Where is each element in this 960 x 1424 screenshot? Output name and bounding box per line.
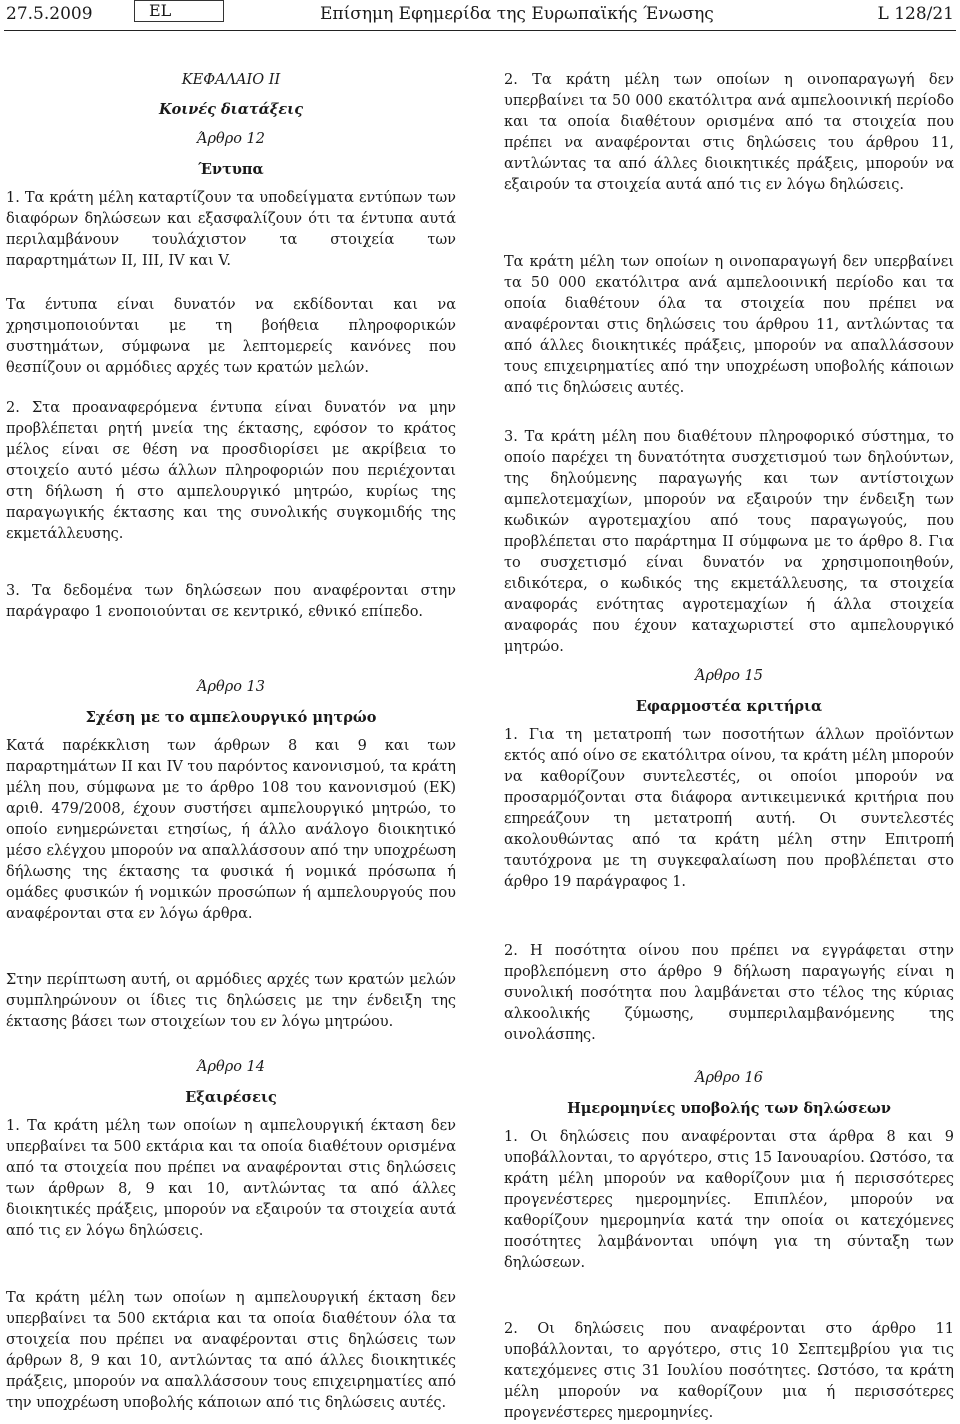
language-box: EL [134, 0, 224, 22]
article-15-para-1: 1. Για τη μετατροπή των ποσοτήτων άλλων προϊόντων εκτός από οίνο σε εκατόλιτρα οίνου, τα κράτη μέλη μπορούν να καθορίζουν συντελεστές, οι οποίοι μπορούν να προσαρμόζονται στα διάφορα αντικειμενικά κριτήρια που επηρεάζουν τη μετατροπή αυτή. Οι συντελεστές ακολουθώντας από τα κράτη μέλη στην Επιτροπή ταυτόχρονα με τη συγκεφαλαίωση που προβλέπεται στο άρθρο 19 παράγραφος 1. [504, 727, 954, 890]
chapter-ii-block [6, 70, 456, 379]
article-12-para-1b: Τα έντυπα είναι δυνατόν να εκδίδονται και να χρησιμοποιούνται με τη βοήθεια πληροφορικών συστημάτων, σύμφωνα με λεπτομερείς κανόνες που θεσπίζουν οι αρμόδιες αρχές των κρατών μελών. [6, 297, 456, 376]
article-16-para-1: 1. Οι δηλώσεις που αναφέρονται στα άρθρα 8 και 9 υποβάλλονται, το αργότερο, στις 15 Ιανουαρίου. Ωστόσο, τα κράτη μέλη μπορούν να καθορίζουν μια ή περισσότερες προγενέστερες ημερομηνίες. Επιπλέον, μπορούν να καθορίζουν ημερομηνία κατά την οποία οι κατεχόμενες ποσότητες λαμβάνονται υπόψη για τη σύνταξη των δηλώσεων. [504, 1129, 954, 1271]
article-14-para-2: 2. Τα κράτη μέλη των οποίων η οινοπαραγωγή δεν υπερβαίνει τα 50 000 εκατόλιτρα ανά αμπελοοινική περίοδο και τα οποία διαθέτουν ορισμένα από τα στοιχεία που πρέπει να αναφέρονται στις δηλώσεις του άρθρου 11, αντλώντας τα από άλλες διοικητικές πράξεις, μπορούν να εξαιρούν τα στοιχεία αυτά από τις εν λόγω δηλώσεις. [504, 72, 954, 193]
article-15-title: Εφαρμοστέα κριτήρια [635, 698, 823, 715]
article-14-para-1: 1. Τα κράτη μέλη των οποίων η αμπελουργική έκταση δεν υπερβαίνει τα 500 εκτάρια και τα οποία διαθέτουν ορισμένα από τα στοιχεία που πρέπει να αναφέρονται στις δηλώσεις των άρθρων 8, 9 και 10, αντλώντας τα από άλλες διοικητικές πράξεις, μπορούν να εξαιρούν τα στοιχεία αυτά από τις εν λόγω δηλώσεις. [6, 1118, 456, 1239]
article-14-title: Εξαιρέσεις [185, 1089, 277, 1106]
article-12-para-2: 2. Στα προαναφερόμενα έντυπα είναι δυνατόν να μην προβλέπεται ρητή μνεία της έκτασης, εφόσον το κράτος μέλος είναι σε θέση να προσδιορίσει με ακρίβεια το στοιχείο αυτό μέσω άλλων πληροφοριών που περιέχονται στη δήλωση ή στο αμπελουργικό μητρώο, κυρίως της παραγωγικής έκτασης και της συνολικής συγκομιδής της εκμετάλλευσης. [6, 400, 456, 542]
article-14-para-2b: Τα κράτη μέλη των οποίων η οινοπαραγωγή δεν υπερβαίνει τα 50 000 εκατόλιτρα ανά αμπελοοινική περίοδο και τα οποία διαθέτουν όλα τα στοιχεία που πρέπει να αναφέρονται στις δηλώσεις του άρθρου 11, αντλώντας τα από άλλες διοικητικές πράξεις, μπορούν να απαλλάσσουν τους επιχειρηματίες από την υποχρέωση υποβολής κάποιων από τις δηλώσεις αυτές. [504, 254, 954, 396]
article-16-label: Άρθρο 16 [694, 1070, 764, 1086]
article-15-para-2: 2. Η ποσότητα οίνου που πρέπει να εγγράφεται στην προβλεπόμενη στο άρθρο 9 δήλωση παραγωγής είναι η συνολική ποσότητα που λαμβάνεται στο τέλος της κύριας αλκοολικής ζύμωσης, συμπεριλαμβανόμενης της οινολάσπης. [504, 943, 954, 1043]
article-15-label: Άρθρο 15 [694, 668, 764, 684]
article-12-title: Έντυπα [198, 161, 264, 178]
article-15-block [504, 666, 954, 1046]
article-13-title: Σχέση με το αμπελουργικό μητρώο [85, 709, 377, 726]
article-13-block [6, 677, 456, 1033]
article-16-block [504, 1068, 954, 1424]
article-13-para-1: Κατά παρέκκλιση των άρθρων 8 και 9 και των παραρτημάτων II και IV του παρόντος κανονισμού, τα κράτη μέλη που, σύμφωνα με το άρθρο 108 του κανονισμού (ΕΚ) αριθ. 479/2008, έχουν συστήσει αμπελουργικό μητρώο, το οποίο ενημερώνεται ετησίως, ή άλλο ανάλογο διοικητικό μέσο ελέγχου μπορούν να απαλλάσσουν από την υποχρέωση δήλωσης της έκτασης τα φυσικά ή νομικά πρόσωπα ή ομάδες φυσικών ή νομικών προσώπων ή αμπελουργούς που αναφέρονται στα εν λόγω άρθρα. [6, 738, 456, 922]
article-14-para-1b: Τα κράτη μέλη των οποίων η αμπελουργική έκταση δεν υπερβαίνει τα 500 εκτάρια και τα οποία διαθέτουν όλα τα στοιχεία που πρέπει να αναφέρονται στις δηλώσεις των άρθρων 8, 9 και 10, αντλώντας τα από άλλες διοικητικές πράξεις, μπορούν να απαλλάσσουν τους επιχειρηματίες από την υποχρέωση υποβολής κάποιων από τις δηλώσεις αυτές. [6, 1290, 456, 1411]
journal-title: Επίσημη Εφημερίδα της Ευρωπαϊκής Ένωσης [320, 4, 714, 24]
header-divider [4, 30, 956, 31]
article-14-continued-block [504, 70, 954, 399]
chapter-label: ΚΕΦΑΛΑΙΟ II [181, 72, 281, 88]
publication-date: 27.5.2009 [6, 4, 93, 24]
article-13-para-2: Στην περίπτωση αυτή, οι αρμόδιες αρχές των κρατών μελών συμπληρώνουν οι ίδιες τις δηλώσεις με την ένδειξη της έκτασης βάσει των στοιχείων του εν λόγω μητρώου. [6, 972, 456, 1030]
article-12-para-1: 1. Τα κράτη μέλη καταρτίζουν τα υποδείγματα εντύπων των διαφόρων δηλώσεων και εξασφαλίζουν ότι τα έντυπα αυτά περιλαμβάνουν τουλάχιστον τα στοιχεία των παραρτημάτων II, III, IV και V. [6, 190, 456, 269]
article-14-para-3: 3. Τα κράτη μέλη που διαθέτουν πληροφορικό σύστημα, το οποίο παρέχει τη δυνατότητα συσχετισμού των δηλούντων, της δηλούμενης παραγωγής και των αντίστοιχων αμπελοτεμαχίων, μπορούν να εξαιρούν την ένδειξη των κωδικών αγροτεμαχίου από τους παραγωγούς, που προβλέπεται στο παράρτημα II σύμφωνα με το άρθρο 8. Για το συσχετισμό είναι δυνατόν να χρησιμοποιηθούν, ειδικότερα, ο κωδικός της εκμετάλλευσης, τα στοιχεία αναφοράς ενότητας αγροτεμαχίων ή άλλα στοιχεία αναφοράς που έχουν καταχωριστεί στο αμπελουργικό μητρώο. [504, 429, 954, 655]
article-14-para-3-block [504, 427, 954, 658]
article-13-label: Άρθρο 13 [196, 679, 266, 695]
article-12-para-3: 3. Τα δεδομένα των δηλώσεων που αναφέρονται στην παράγραφο 1 ενοποιούνται σε κεντρικό, εθνικό επίπεδο. [6, 583, 456, 620]
article-12-label: Άρθρο 12 [196, 131, 266, 147]
article-12-para-2-block [6, 398, 456, 623]
article-14-label: Άρθρο 14 [196, 1059, 266, 1075]
article-14-block [6, 1057, 456, 1414]
page-header [0, 0, 960, 34]
article-16-para-2: 2. Οι δηλώσεις που αναφέρονται στο άρθρο 11 υποβάλλονται, το αργότερο, στις 10 Σεπτεμβρίου για τις κατεχόμενες στις 31 Ιουλίου ποσότητες. Ωστόσο, τα κράτη μέλη μπορούν να καθορίζουν μια ή περισσότερες προγενέστερες ημερομηνίες. [504, 1321, 954, 1421]
article-16-title: Ημερομηνίες υποβολής των δηλώσεων [567, 1100, 891, 1117]
chapter-title: Κοινές διατάξεις [158, 101, 304, 118]
page-reference: L 128/21 [877, 4, 954, 24]
